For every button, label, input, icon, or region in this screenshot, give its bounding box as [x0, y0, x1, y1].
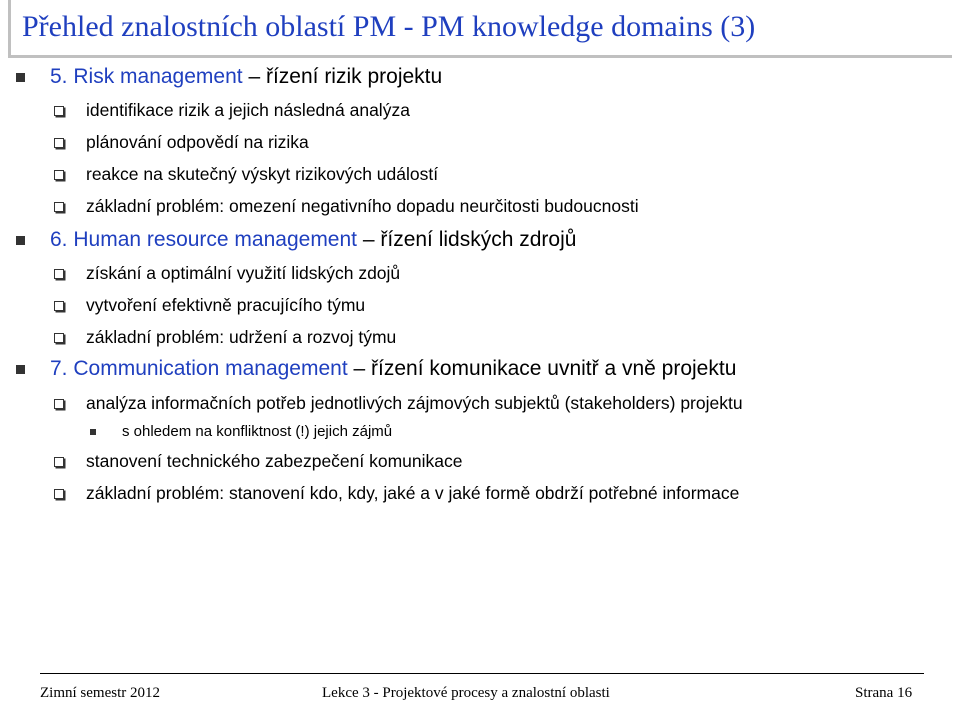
section-number: 7. — [50, 357, 68, 380]
section-number: 6. — [50, 228, 68, 251]
section-description: – řízení lidských zdrojů — [357, 228, 577, 251]
square-bullet-icon — [16, 236, 25, 245]
hollow-square-bullet-icon — [54, 301, 64, 311]
slide-title: Přehled znalostních oblastí PM - PM knowledge domains (3) — [22, 10, 756, 43]
list-item-text: reakce na skutečný výskyt rizikových událostí — [86, 164, 439, 184]
section-heading — [50, 63, 442, 91]
hollow-square-bullet-icon — [54, 399, 64, 409]
sub-list-item-text: s ohledem na konfliktnost (!) jejich zájmů — [122, 423, 393, 440]
section-term: Risk management — [73, 65, 243, 88]
hollow-square-bullet-icon — [54, 269, 64, 279]
section-heading — [50, 226, 576, 254]
footer-semester: Zimní semestr 2012 — [40, 685, 160, 701]
section-number: 5. — [50, 65, 68, 88]
list-item-text: identifikace rizik a jejich následná analýza — [86, 100, 410, 120]
footer-page-number: Strana 16 — [855, 685, 913, 701]
section-description: – řízení komunikace uvnitř a vně projektu — [347, 357, 737, 380]
list-item-text: plánování odpovědí na rizika — [86, 132, 309, 152]
list-item-text: základní problém: stanovení kdo, kdy, jaké a v jaké formě obdrží potřebné informace — [86, 483, 740, 503]
hollow-square-bullet-icon — [54, 202, 64, 212]
hollow-square-bullet-icon — [54, 170, 64, 180]
footer-divider — [40, 673, 924, 674]
square-bullet-icon — [16, 365, 25, 374]
square-bullet-icon — [16, 73, 25, 82]
list-item-text: základní problém: udržení a rozvoj týmu — [86, 327, 397, 347]
hollow-square-bullet-icon — [54, 106, 64, 116]
section-heading — [50, 355, 736, 383]
list-item-text: základní problém: omezení negativního dopadu neurčitosti budoucnosti — [86, 196, 639, 216]
list-item-text: vytvoření efektivně pracujícího týmu — [86, 295, 366, 315]
hollow-square-bullet-icon — [54, 138, 64, 148]
hollow-square-bullet-icon — [54, 333, 64, 343]
small-square-bullet-icon — [90, 429, 96, 435]
section-term: Human resource management — [73, 228, 358, 251]
footer-lecture: Lekce 3 - Projektové procesy a znalostní oblasti — [322, 685, 610, 701]
hollow-square-bullet-icon — [54, 489, 64, 499]
list-item-text: analýza informačních potřeb jednotlivých zájmových subjektů (stakeholders) projektu — [86, 393, 743, 413]
list-item-text: získání a optimální využití lidských zdojů — [86, 263, 401, 283]
section-term: Communication management — [73, 357, 348, 380]
list-item-text: stanovení technického zabezpečení komunikace — [86, 451, 463, 471]
section-description: – řízení rizik projektu — [242, 65, 443, 88]
hollow-square-bullet-icon — [54, 457, 64, 467]
